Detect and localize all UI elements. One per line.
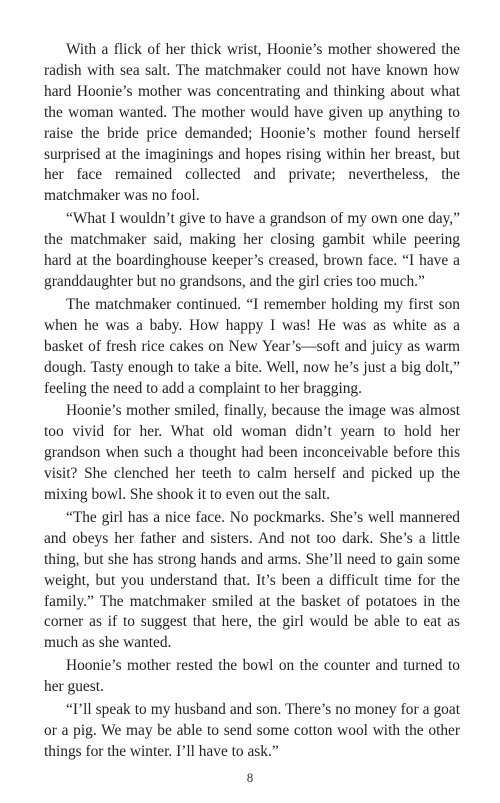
paragraph-4: Hoonie’s mother smiled, finally, because the image was almost too vivid for her. What old woman didn’t yearn to hold her grandson when such a thought had been inconceivable before this visit? She clenched her teeth to calm herself and picked up the mixing bowl. She shook it to even out the salt. — [44, 402, 460, 504]
paragraph-7: “I’ll speak to my husband and son. There’s no money for a goat or a pig. We may be able to send some cotton wool with the other things for the winter. I’ll have to ask.” — [44, 701, 460, 760]
page-number: 8 — [246, 770, 254, 785]
book-page-body — [44, 40, 460, 763]
paragraph-5: “The girl has a nice face. No pockmarks. She’s well mannered and obeys her father and sisters. And not too dark. She’s a little thing, but she has strong hands and arms. She’ll need to gain some weight, but you understand that. It’s been a difficult time for the family.” The matchmaker smiled at the basket of potatoes in the corner as if to suggest that here, the girl would be able to eat as much as she wanted. — [44, 508, 460, 652]
paragraph-1: With a flick of her thick wrist, Hoonie’s mother showered the radish with sea salt. The matchmaker could not have known how hard Hoonie’s mother was concentrating and thinking about what the woman wanted. The mother would have given up anything to raise the bride price demanded; Hoonie’s mother found herself surprised at the imaginings and hopes rising within her breast, but her face remained collected and private; nevertheless, the matchmaker was no fool. — [44, 41, 460, 205]
paragraph-2: “What I wouldn’t give to have a grandson of my own one day,” the matchmaker said, making her closing gambit while peering hard at the boardinghouse keeper’s creased, brown face. “I have a granddaughter but no grandsons, and the girl cries too much.” — [44, 210, 460, 290]
paragraph-6: Hoonie’s mother rested the bowl on the counter and turned to her guest. — [44, 657, 460, 696]
paragraph-3: The matchmaker continued. “I remember holding my first son when he was a baby. How happy I was! He was as white as a basket of fresh rice cakes on New Year’s—soft and juicy as warm dough. Tasty enough to take a bite. Well, now he’s just a big dolt,” feeling the need to add a complaint to her bragging. — [44, 295, 460, 397]
